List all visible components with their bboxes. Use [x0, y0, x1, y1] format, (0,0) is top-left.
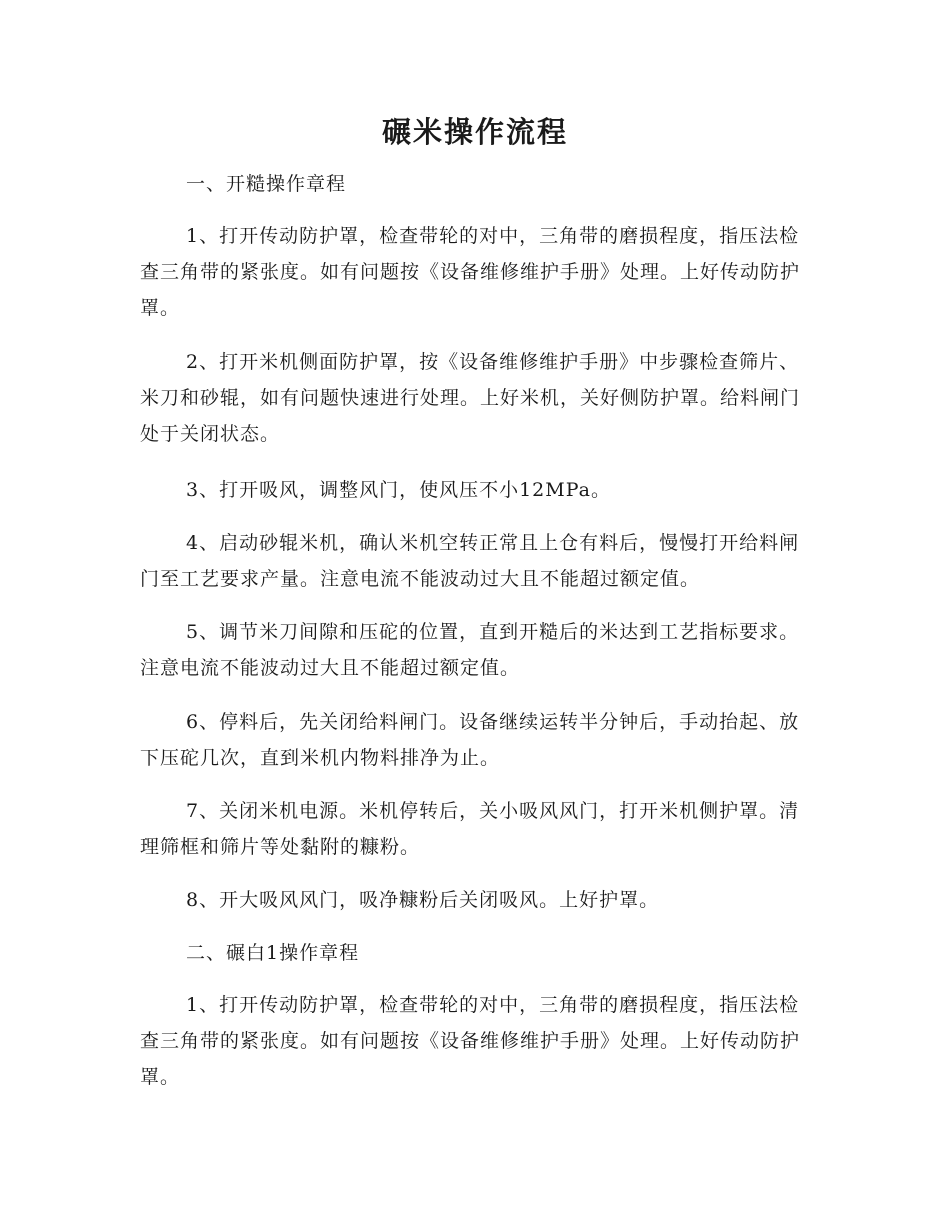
paragraph: 1、打开传动防护罩，检查带轮的对中，三角带的磨损程度，指压法检查三角带的紧张度。如有问题按《设备维修维护手册》处理。上好传动防护罩。 — [140, 994, 801, 1088]
paragraph: 2、打开米机侧面防护罩，按《设备维修维护手册》中步骤检查筛片、米刀和砂辊，如有问题快速进行处理。上好米机，关好侧防护罩。给料闸门处于关闭状态。 — [140, 351, 801, 445]
section-heading-1: 一、开糙操作章程 — [186, 173, 347, 195]
paragraph: 3、打开吸风，调整风门，使风压不小12MPa。 — [186, 479, 611, 501]
paragraph: 7、关闭米机电源。米机停转后，关小吸风风门，打开米机侧护罩。清理筛框和筛片等处黏附的糠粉。 — [140, 800, 800, 858]
document-title: 碾米操作流程 — [381, 115, 568, 149]
paragraph: 1、打开传动防护罩，检查带轮的对中，三角带的磨损程度，指压法检查三角带的紧张度。如有问题按《设备维修维护手册》处理。上好传动防护罩。 — [140, 225, 801, 319]
paragraph: 8、开大吸风风门，吸净糠粉后关闭吸风。上好护罩。 — [186, 889, 660, 911]
paragraph: 5、调节米刀间隙和压砣的位置，直到开糙后的米达到工艺指标要求。注意电流不能波动过大且不能超过额定值。 — [140, 621, 800, 679]
section-heading-2: 二、碾白1操作章程 — [186, 942, 360, 964]
paragraph: 6、停料后，先关闭给料闸门。设备继续运转半分钟后，手动抬起、放下压砣几次，直到米机内物料排净为止。 — [140, 711, 800, 769]
paragraph: 4、启动砂辊米机，确认米机空转正常且上仓有料后，慢慢打开给料闸门至工艺要求产量。注意电流不能波动过大且不能超过额定值。 — [140, 532, 800, 590]
